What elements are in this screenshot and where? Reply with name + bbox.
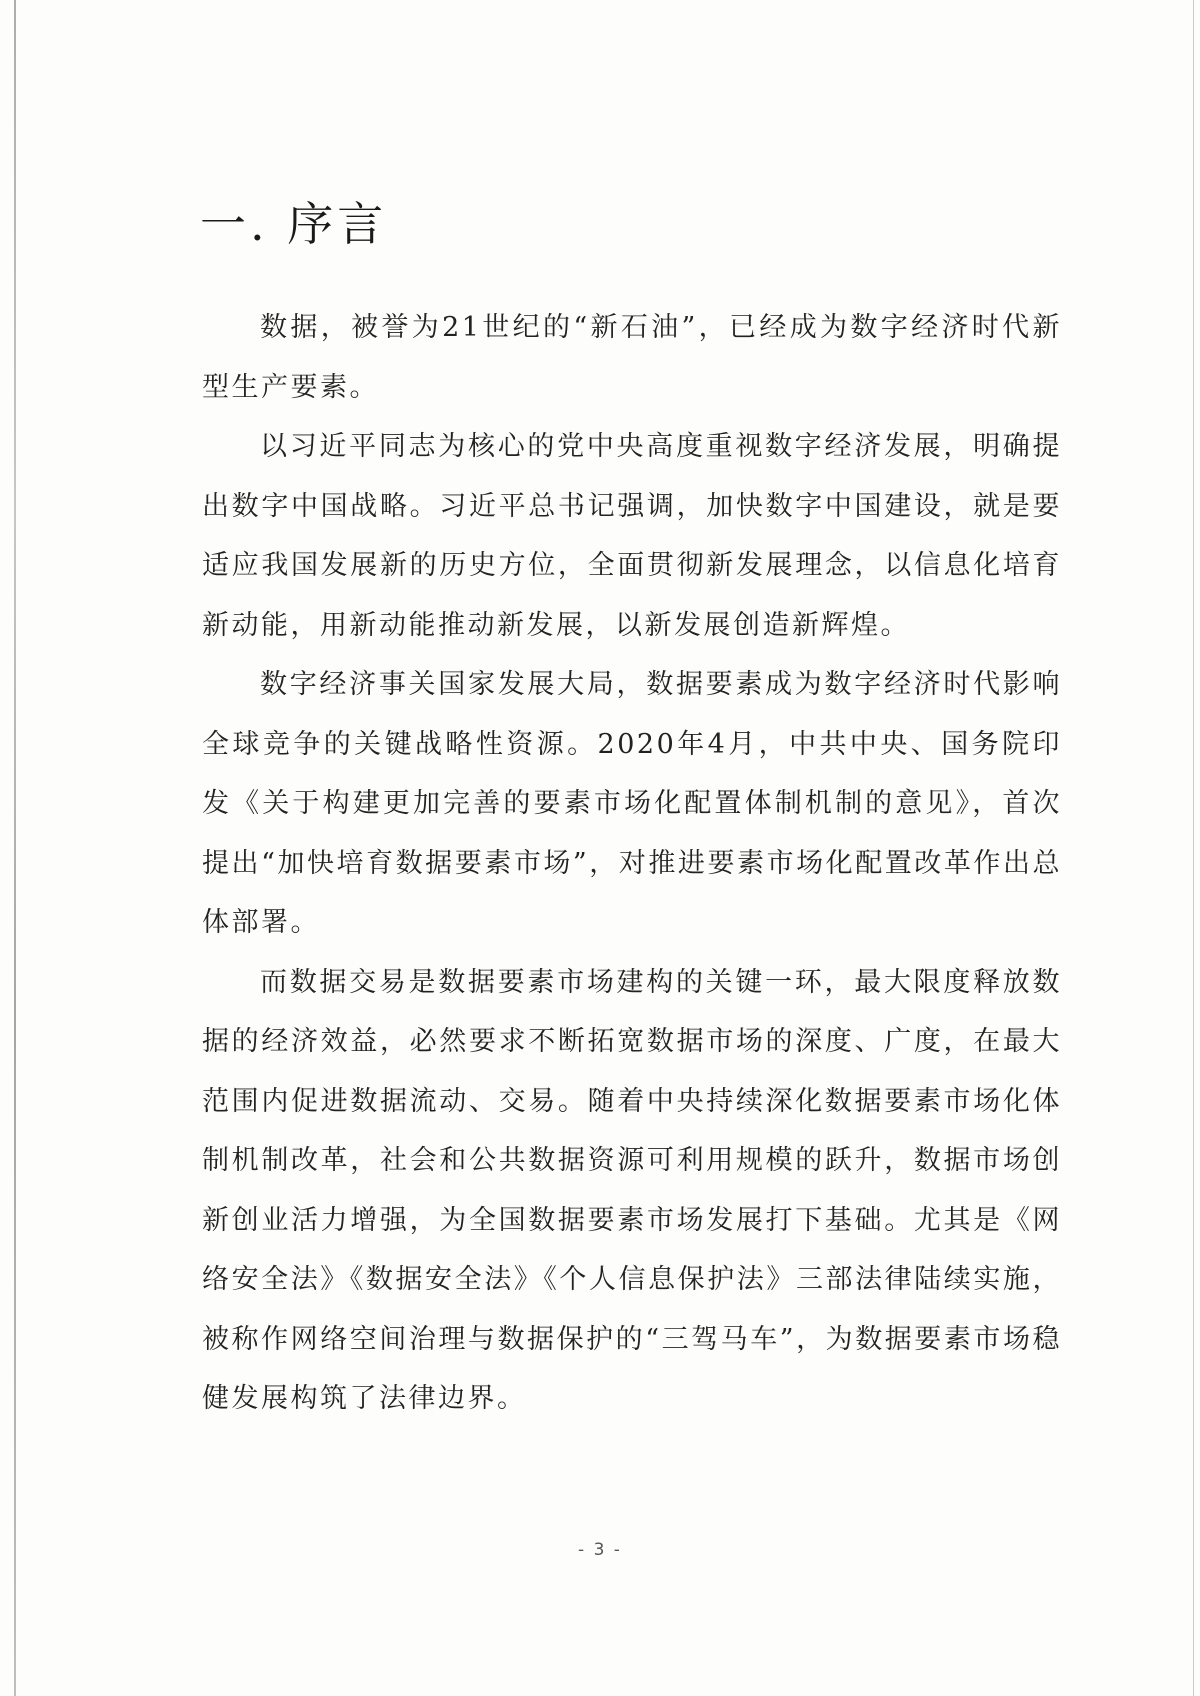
scan-edge-left <box>14 0 16 1696</box>
paragraph-1: 数据，被誉为21世纪的“新石油”，已经成为数字经济时代新型生产要素。 <box>202 312 1062 403</box>
paragraph-3: 数字经济事关国家发展大局，数据要素成为数字经济时代影响全球竞争的关键战略性资源。2020年4月，中共中央、国务院印发《关于构建更加完善的要素市场化配置体制机制的意见》，首次提出“加快培育数据要素市场”，对推进要素市场化配置改革作出总体部署。 <box>202 669 1062 938</box>
section-heading: 一. 序言 <box>200 197 388 251</box>
page-number: - 3 - <box>578 1540 622 1560</box>
scan-edge-right <box>1193 0 1194 1696</box>
paragraph-4: 而数据交易是数据要素市场建构的关键一环，最大限度释放数据的经济效益，必然要求不断拓宽数据市场的深度、广度，在最大范围内促进数据流动、交易。随着中央持续深化数据要素市场化体制机制改革，社会和公共数据资源可利用规模的跃升，数据市场创新创业活力增强，为全国数据要素市场发展打下基础。尤其是《网络安全法》《数据安全法》《个人信息保护法》三部法律陆续实施，被称作网络空间治理与数据保护的“三驾马车”，为数据要素市场稳健发展构筑了法律边界。 <box>202 966 1062 1414</box>
body-text <box>202 298 1062 1429</box>
paragraph-2: 以习近平同志为核心的党中央高度重视数字经济发展，明确提出数字中国战略。习近平总书记强调，加快数字中国建设，就是要适应我国发展新的历史方位，全面贯彻新发展理念，以信息化培育新动能，用新动能推动新发展，以新发展创造新辉煌。 <box>202 431 1062 641</box>
